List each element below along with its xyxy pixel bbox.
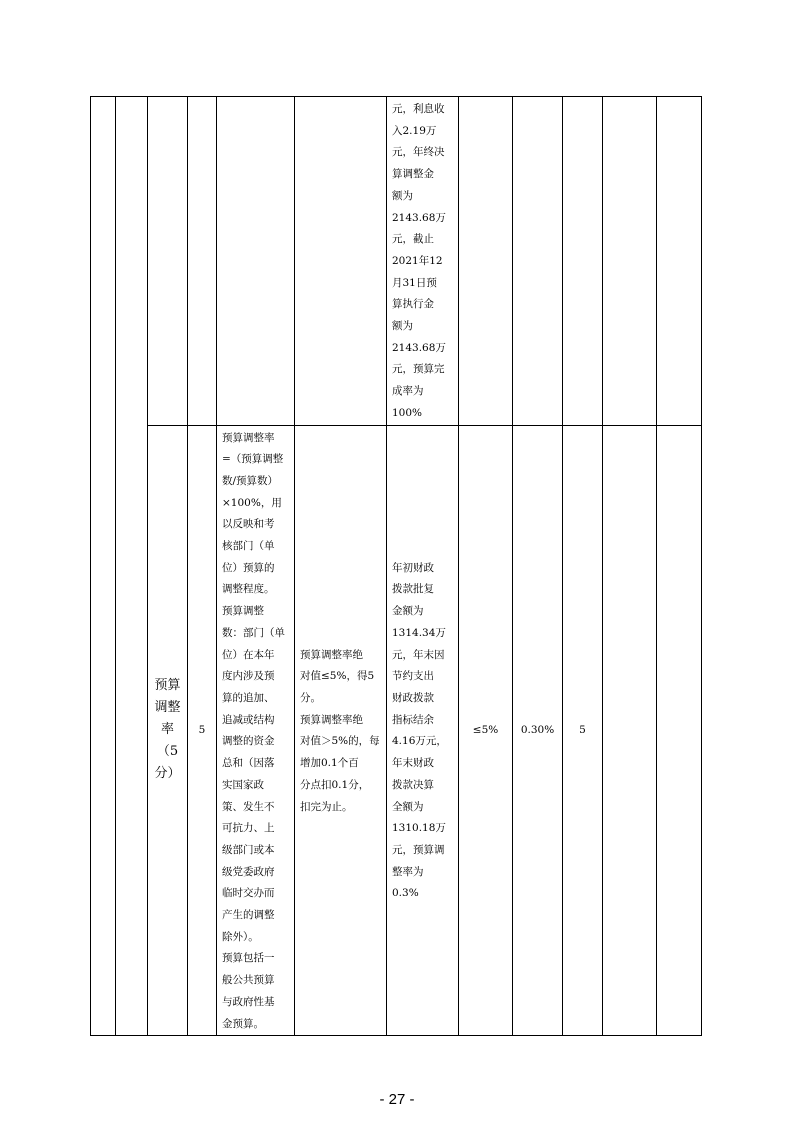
table-row-continued	[91, 97, 702, 426]
table-cell-score	[563, 97, 603, 426]
performance-text: 元，利息收 入2.19万 元，年终决 算调整金 额为 2143.68万 元，截止 2021年12 月31日预 算执行金 额为 2143.68万 元，预算完 成率为 100%	[392, 103, 446, 419]
table-cell-actual	[513, 97, 563, 426]
table-cell-weight	[188, 97, 217, 426]
score-value: 5	[579, 723, 586, 736]
table-cell-target	[459, 97, 513, 426]
indicator-name: 预算 调整 率 （5 分）	[154, 678, 181, 782]
weight-cell	[188, 425, 217, 1036]
weight-value: 5	[198, 723, 206, 736]
table-cell-extra-1	[603, 97, 657, 426]
extra-cell-2	[657, 425, 702, 1036]
table-cell-indicator	[148, 97, 188, 426]
table-cell-level1	[91, 97, 116, 1036]
target-value: ≤5%	[472, 723, 499, 736]
table-cell-level2	[116, 97, 148, 1036]
definition-cell	[217, 425, 295, 1036]
target-cell	[459, 425, 513, 1036]
table-cell-performance	[387, 97, 459, 426]
actual-value: 0.30%	[520, 723, 555, 736]
page-number: - 27 -	[379, 1091, 415, 1108]
performance-text: 年初财政 拨款批复 金额为 1314.34万 元，年末因 节约支出 财政拨款 指标结余 4.16万元， 年末财政 拨款决算 全额为 1310.18万 元，预算调 整率为 0.3%	[392, 561, 447, 900]
table-cell-extra-2	[657, 97, 702, 426]
score-cell	[563, 425, 603, 1036]
evaluation-table	[90, 96, 702, 1036]
scoring-cell	[295, 425, 387, 1036]
definition-text: 预算调整率 =（预算调整 数/预算数） ×100%，用 以反映和考 核部门（单 位）预算的 调整程度。 预算调整 数：部门（单 位）在本年 度内涉及预 算的追加、 追减或结构 调整的资金 总和（因落 实国家政 策、发生不 可抗力、上 级部门或本 级党委政府 临时交办而 产生的调整 除外）。 预算包括一 般公共预算 与政府性基 金预算。	[222, 431, 285, 1030]
table-cell-definition	[217, 97, 295, 426]
table-row-budget-adjust	[91, 425, 702, 1036]
scoring-text: 预算调整率绝 对值≤5%，得5 分。 预算调整率绝 对值＞5%的，每 增加0.1个百 分点扣0.1分， 扣完为止。	[300, 648, 380, 813]
actual-cell	[513, 425, 563, 1036]
table-cell-scoring	[295, 97, 387, 426]
performance-cell	[387, 425, 459, 1036]
indicator-name-cell	[148, 425, 188, 1036]
extra-cell-1	[603, 425, 657, 1036]
